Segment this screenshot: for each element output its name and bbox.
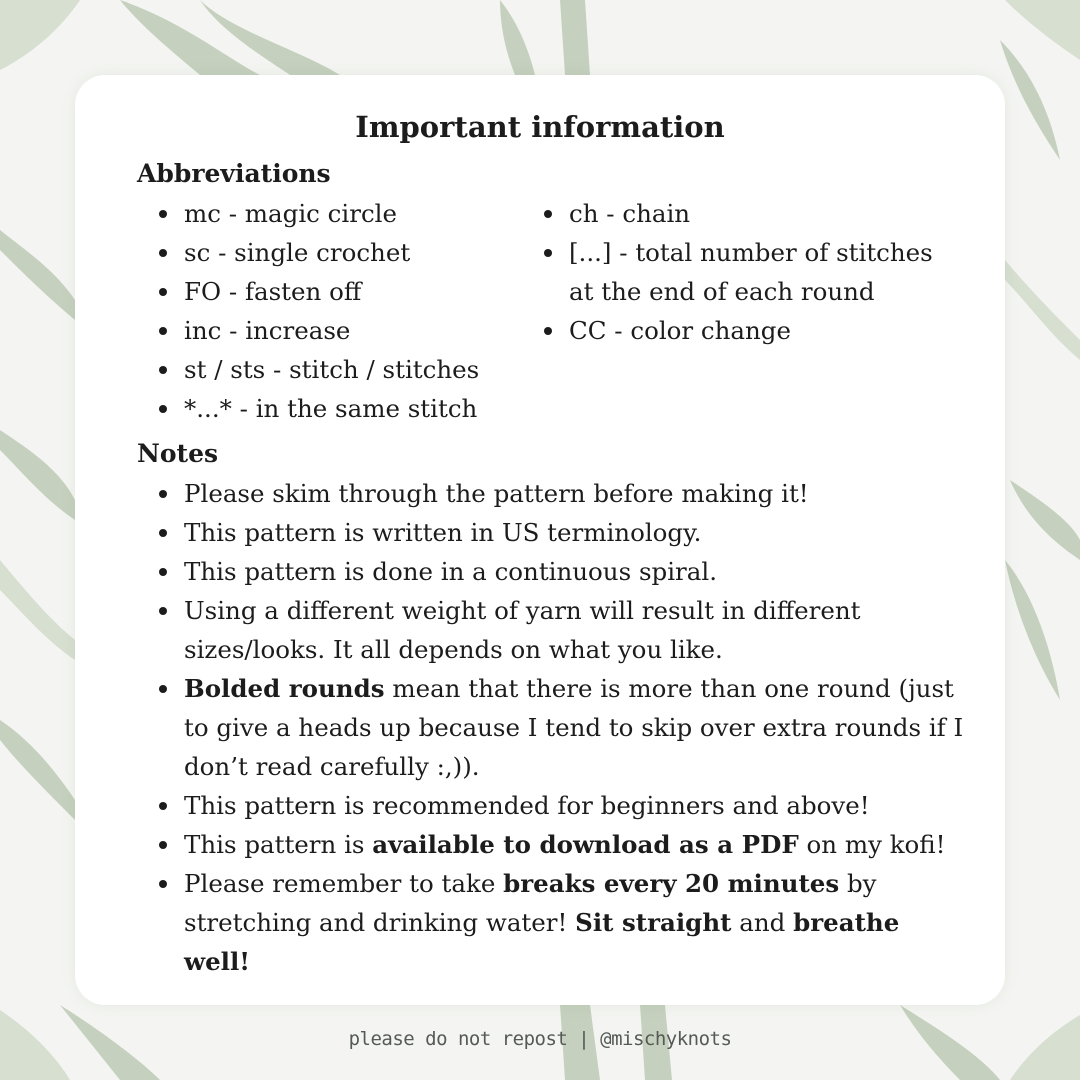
bold-text: available to download as a PDF (372, 830, 799, 859)
list-item: st / sts - stitch / stitches (137, 350, 527, 389)
bold-text: Sit straight (575, 908, 732, 937)
note-text: Please remember to take (184, 869, 504, 898)
footer-credit: please do not repost | @mischyknots (348, 1028, 732, 1050)
bold-text: breaks every 20 minutes (503, 869, 840, 898)
bold-text: Bolded rounds (184, 674, 385, 703)
note-text: on my kofi! (798, 830, 946, 859)
list-item: This pattern is recommended for beginners and above! (137, 786, 967, 825)
list-item: Please skim through the pattern before making it! (137, 474, 967, 513)
abbreviations-list-left (137, 194, 527, 428)
list-item: [...] - total number of stitches at the end of each round (522, 233, 952, 311)
list-item: mc - magic circle (137, 194, 527, 233)
list-item (137, 669, 967, 786)
notes-list (137, 474, 967, 981)
list-item: FO - fasten off (137, 272, 527, 311)
bold-text: breathe well! (184, 908, 900, 976)
note-text: by stretching and drinking water! (184, 869, 877, 937)
list-item (137, 825, 967, 864)
note-text: This pattern is (184, 830, 373, 859)
list-item: inc - increase (137, 311, 527, 350)
abbreviations-list-right (522, 194, 952, 350)
list-item: This pattern is written in US terminology. (137, 513, 967, 552)
note-text: mean that there is more than one round (just to give a heads up because I tend to skip over extra rounds if I don’t read carefully :,)). (184, 674, 964, 781)
list-item: This pattern is done in a continuous spiral. (137, 552, 967, 591)
page-title: Important information (355, 110, 725, 144)
note-text: and (731, 908, 794, 937)
abbreviations-heading: Abbreviations (137, 159, 331, 188)
list-item: Using a different weight of yarn will result in different sizes/looks. It all depends on what you like. (137, 591, 967, 669)
list-item: CC - color change (522, 311, 952, 350)
list-item: ch - chain (522, 194, 952, 233)
list-item: *...* - in the same stitch (137, 389, 527, 428)
list-item: sc - single crochet (137, 233, 527, 272)
list-item (137, 864, 967, 981)
notes-heading: Notes (137, 439, 219, 468)
